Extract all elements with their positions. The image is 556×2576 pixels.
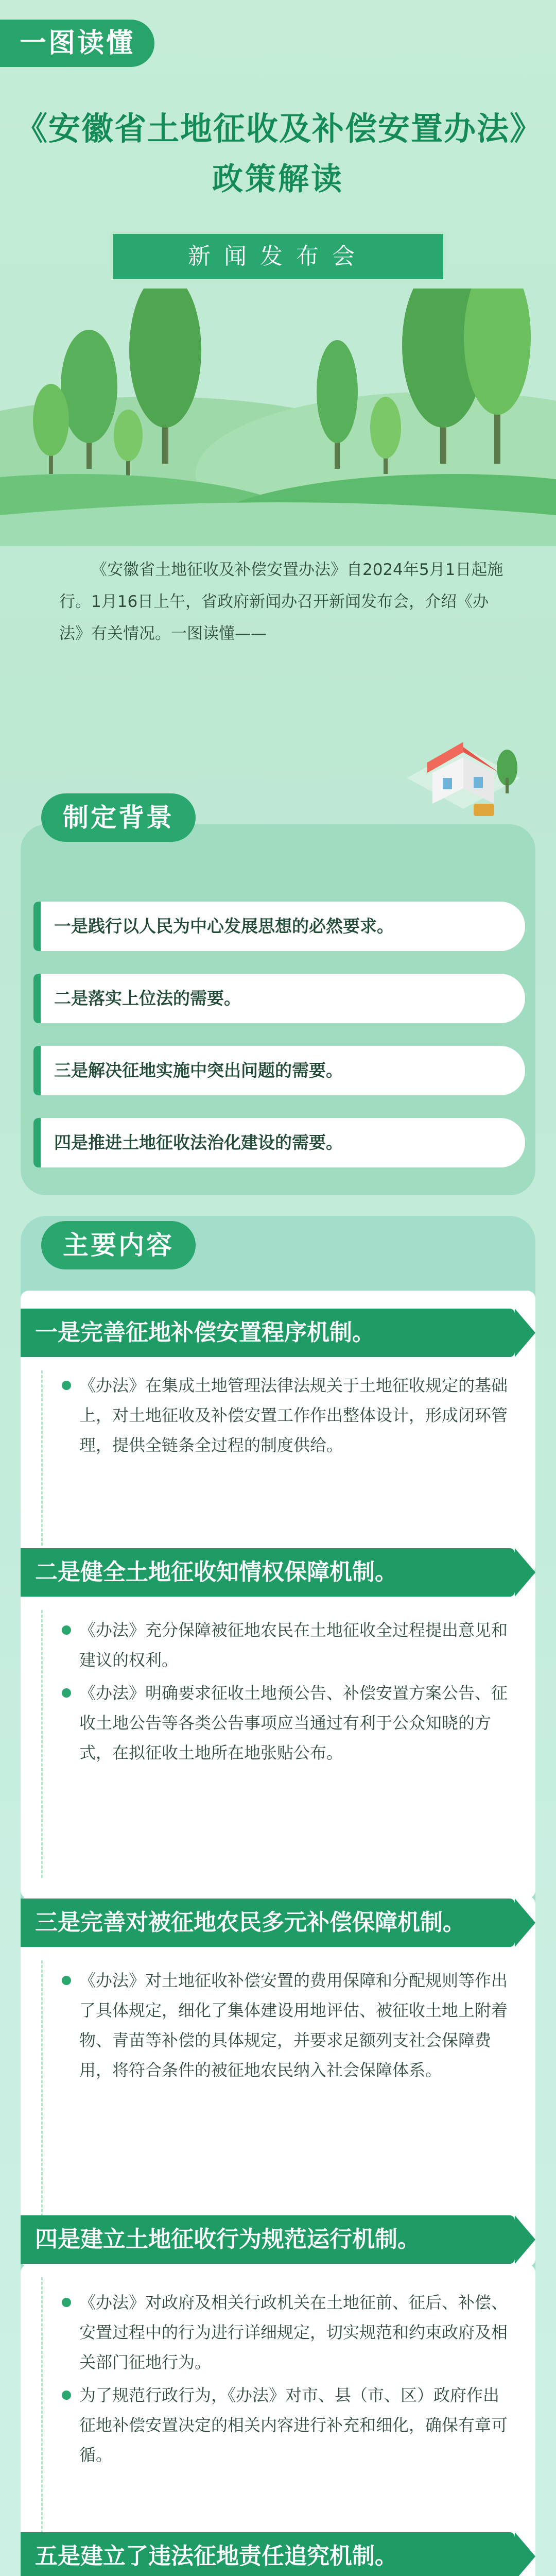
bullet-item: 《办法》充分保障被征地农民在土地征收全过程提出意见和建议的权利。 (62, 1615, 515, 1675)
section-ribbon: 四是建立土地征收行为规范运行机制。 (21, 2215, 515, 2264)
header-tag: 一图读懂 (0, 20, 154, 67)
bullet-list (62, 1370, 515, 1463)
divider (41, 1610, 43, 1878)
building-illustration (396, 716, 530, 824)
bullet-list (62, 1965, 515, 2088)
bullet-item: 《办法》明确要求征收土地预公告、补偿安置方案公告、征收土地公告等各类公告事项应当通过有利于公众知晓的方式，在拟征收土地所在地张贴公布。 (62, 1678, 515, 1768)
section-ribbon: 二是健全土地征收知情权保障机制。 (21, 1548, 515, 1597)
hero-banner (0, 0, 556, 546)
intro-paragraph: 《安徽省土地征收及补偿安置办法》自2024年5月1日起施行。1月16日上午，省政府新闻办召开新闻发布会，介绍《办法》有关情况。一图读懂—— (59, 561, 503, 643)
divider (41, 1960, 43, 2249)
section-ribbon: 一是完善征地补偿安置程序机制。 (21, 1309, 515, 1357)
bullet-item: 《办法》对政府及相关行政机关在土地征前、征后、补偿、安置过程中的行为进行详细规定，切实规范和约束政府及相关部门征地行为。 (62, 2287, 515, 2377)
page-subtitle: 政策解读 (212, 161, 344, 197)
divider (41, 1370, 43, 1546)
background-item: 四是推进土地征收法治化建设的需要。 (33, 1118, 525, 1167)
section-heading-content: 主要内容 (41, 1221, 196, 1269)
section-heading-background: 制定背景 (41, 793, 196, 842)
background-item: 三是解决征地实施中突出问题的需要。 (33, 1046, 525, 1095)
bullet-item: 为了规范行政行为，《办法》对市、县（市、区）政府作出征地补偿安置决定的相关内容进行补充和细化，确保有章可循。 (62, 2380, 515, 2470)
background-item: 二是落实上位法的需要。 (33, 974, 525, 1023)
section-ribbon: 三是完善对被征地农民多元补偿保障机制。 (21, 1899, 515, 1947)
section-ribbon: 五是建立了违法征地责任追究机制。 (21, 2532, 515, 2576)
bullet-item: 《办法》对土地征收补偿安置的费用保障和分配规则等作出了具体规定，细化了集体建设用地评估、被征收土地上附着物、青苗等补偿的具体规定，并要求足额列支社会保障费用，将符合条件的被征地农民纳入社会保障体系。 (62, 1965, 515, 2085)
bullet-item: 《办法》在集成土地管理法律法规关于土地征收规定的基础上，对土地征收及补偿安置工作作出整体设计，形成闭环管理，提供全链条全过程的制度供给。 (62, 1370, 515, 1460)
background-item: 一是践行以人民为中心发展思想的必然要求。 (33, 902, 525, 951)
press-conference-badge: 新闻发布会 (111, 232, 445, 281)
page-title: 《安徽省土地征收及补偿安置办法》 (15, 110, 543, 147)
divider (41, 2277, 43, 2566)
forest-illustration (0, 289, 556, 546)
bullet-list (62, 2287, 515, 2473)
bullet-list (62, 1615, 515, 1771)
